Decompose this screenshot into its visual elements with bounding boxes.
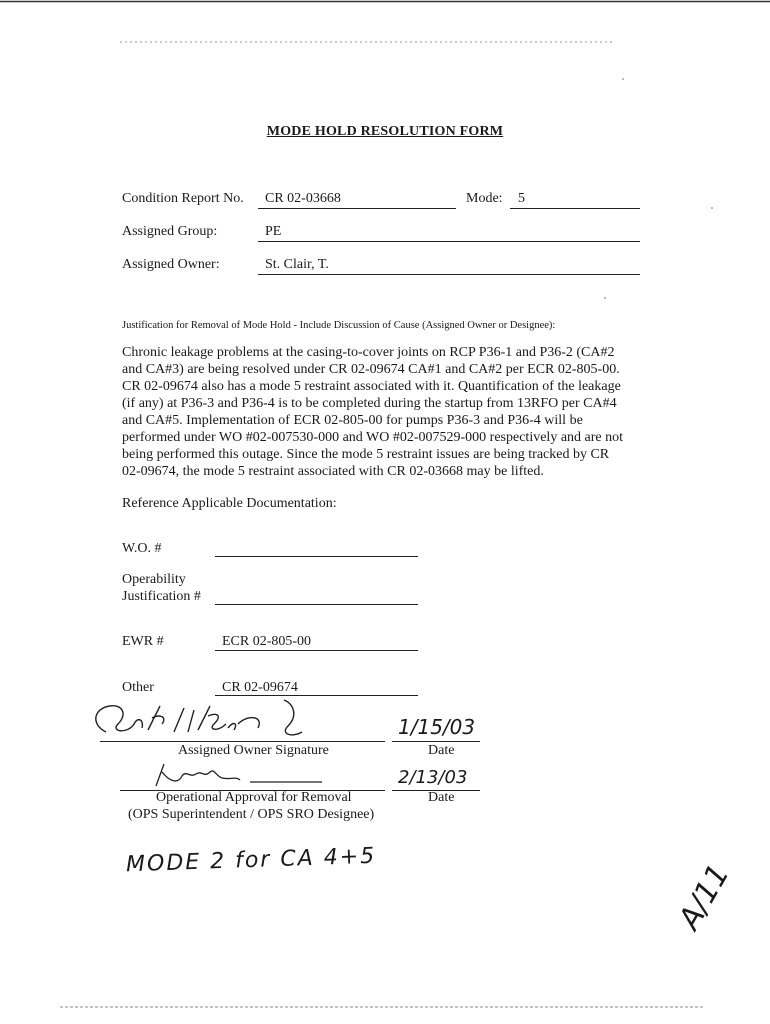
- justification-line: and CA#5. Implementation of ECR 02-805-00 for pumps P36-3 and P36-4 will be: [122, 413, 583, 428]
- assigned-owner-underline: [258, 274, 640, 275]
- margin-mark: A/11: [672, 858, 737, 936]
- operability-label-1: Operability: [122, 572, 186, 587]
- justification-line: performed under WO #02-007530-000 and WO #02-007529-000 respectively and are not: [122, 430, 624, 445]
- assigned-owner-value: St. Clair, T.: [265, 257, 329, 272]
- other-label: Other: [122, 680, 154, 695]
- assigned-owner-label: Assigned Owner:: [122, 257, 220, 272]
- owner-date-caption: Date: [428, 743, 455, 758]
- justification-line: 02-09674, the mode 5 restraint associated with CR 02-03668 may be lifted.: [122, 464, 544, 479]
- condition-report-underline: [258, 208, 456, 209]
- owner-signature-caption: Assigned Owner Signature: [178, 743, 329, 758]
- assigned-group-underline: [258, 241, 640, 242]
- condition-report-value: CR 02-03668: [265, 191, 341, 206]
- ops-date-caption: Date: [428, 790, 455, 805]
- handwritten-note: MODE 2 for CA 4+5: [125, 843, 377, 878]
- wo-underline: [215, 556, 418, 557]
- wo-label: W.O. #: [122, 541, 162, 556]
- mode-underline: [510, 208, 640, 209]
- owner-date-line: [392, 741, 480, 742]
- operability-underline: [215, 604, 418, 605]
- ops-signature: [150, 760, 325, 790]
- condition-report-label: Condition Report No.: [122, 191, 244, 206]
- owner-signature-line: [100, 741, 385, 742]
- justification-line: (if any) at P36-3 and P36-4 is to be completed during the startup from 13RFO per CA#4: [122, 396, 617, 411]
- justification-line: and CA#3) are being resolved under CR 02-09674 CA#1 and CA#2 per ECR 02-805-00.: [122, 362, 620, 377]
- mode-value: 5: [518, 191, 525, 206]
- operability-label-2: Justification #: [122, 589, 201, 604]
- ewr-label: EWR #: [122, 634, 164, 649]
- owner-signature: [88, 694, 318, 746]
- owner-date-value: 1/15/03: [398, 715, 476, 739]
- justification-heading: Justification for Removal of Mode Hold - Include Discussion of Cause (Assigned Owner or Designee):: [122, 320, 556, 331]
- justification-text: [122, 344, 642, 480]
- justification-line: being performed this outage. Since the mode 5 restraint issues are being tracked by CR: [122, 447, 610, 462]
- mode-label: Mode:: [466, 191, 503, 206]
- ops-caption-1: Operational Approval for Removal: [156, 790, 352, 805]
- reference-heading: Reference Applicable Documentation:: [122, 496, 337, 511]
- ops-date-value: 2/13/03: [398, 767, 468, 788]
- ops-caption-2: (OPS Superintendent / OPS SRO Designee): [128, 807, 375, 822]
- assigned-group-label: Assigned Group:: [122, 224, 218, 239]
- justification-line: CR 02-09674 also has a mode 5 restraint associated with it. Quantification of the leakage: [122, 379, 621, 394]
- ewr-value: ECR 02-805-00: [222, 634, 312, 649]
- justification-line: Chronic leakage problems at the casing-to-cover joints on RCP P36-1 and P36-2 (CA#2: [122, 345, 615, 360]
- form-title: MODE HOLD RESOLUTION FORM: [266, 124, 504, 139]
- ewr-underline: [215, 650, 418, 651]
- assigned-group-value: PE: [265, 224, 282, 239]
- other-value: CR 02-09674: [222, 680, 298, 695]
